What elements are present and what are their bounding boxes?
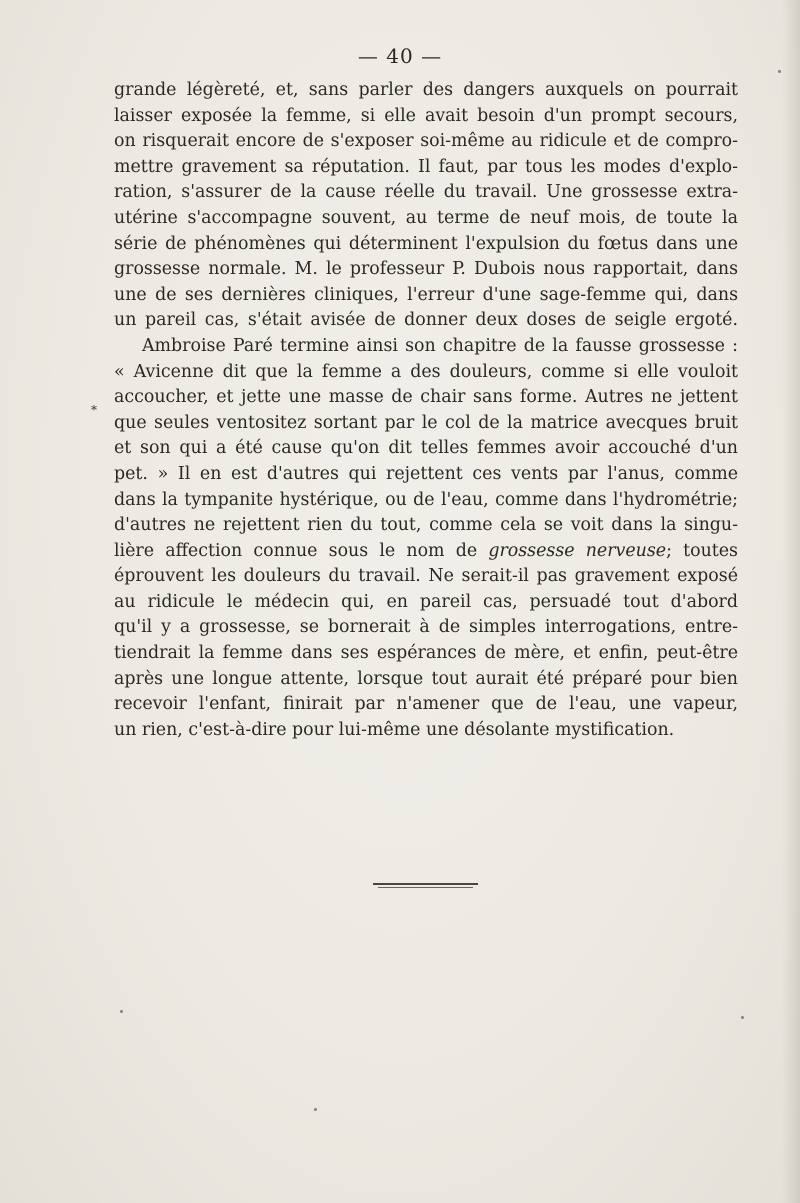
paper-speck	[741, 1016, 744, 1019]
italic-term: grossesse nerveuse	[488, 540, 667, 561]
end-rule	[373, 883, 478, 885]
text-line-with-italic: lière affection connue sous le nom de grossesse nerveuse; toutes	[114, 540, 738, 561]
body-text	[114, 78, 738, 743]
end-rule-thin	[378, 887, 473, 888]
text-line: et son qui a été cause qu'on dit telles femmes avoir accouché d'un	[114, 438, 738, 459]
text-line: Ambroise Paré termine ainsi son chapitre de la fausse grossesse :	[142, 335, 738, 356]
text-line: utérine s'accompagne souvent, au terme de neuf mois, de toute la	[114, 207, 738, 228]
text-line: qu'il y a grossesse, se bornerait à de simples interrogations, entre-	[114, 617, 738, 638]
page-edge-shadow	[782, 0, 800, 1203]
text-line: tiendrait la femme dans ses espérances de mère, et enfin, peut-être	[114, 643, 738, 664]
margin-mark: *	[91, 403, 97, 417]
text-line: un rien, c'est-à-dire pour lui-même une désolante mystification.	[114, 719, 675, 740]
paper-speck	[778, 70, 781, 73]
text-line: que seules ventositez sortant par le col de la matrice avecques bruit	[114, 412, 738, 433]
text-line: recevoir l'enfant, finirait par n'amener que de l'eau, une vapeur,	[114, 694, 738, 715]
text-line: ration, s'assurer de la cause réelle du travail. Une grossesse extra-	[114, 182, 738, 203]
text-line: on risquerait encore de s'exposer soi-même au ridicule et de compro-	[114, 131, 738, 152]
text-line: éprouvent les douleurs du travail. Ne serait-il pas gravement exposé	[114, 566, 738, 587]
text-line: d'autres ne rejettent rien du tout, comme cela se voit dans la singu-	[114, 515, 738, 536]
text-line: pet. » Il en est d'autres qui rejettent ces vents par l'anus, comme	[114, 463, 738, 484]
text-line: accoucher, et jette une masse de chair sans forme. Autres ne jettent	[114, 387, 738, 408]
text-line: après une longue attente, lorsque tout aurait été préparé pour bien	[114, 668, 738, 689]
text-line: un pareil cas, s'était avisée de donner deux doses de seigle ergoté.	[114, 310, 738, 331]
paper-speck	[314, 1108, 317, 1111]
text-line: mettre gravement sa réputation. Il faut, par tous les modes d'explo-	[114, 156, 738, 177]
page-number: — 40 —	[357, 44, 443, 68]
text-line: dans la tympanite hystérique, ou de l'eau, comme dans l'hydrométrie;	[114, 489, 738, 510]
text-line: série de phénomènes qui déterminent l'expulsion du fœtus dans une	[114, 233, 738, 254]
text-line: une de ses dernières cliniques, l'erreur d'une sage-femme qui, dans	[114, 284, 738, 305]
text-line: grande légèreté, et, sans parler des dangers auxquels on pourrait	[114, 80, 738, 100]
text-line: grossesse normale. M. le professeur P. Dubois nous rapportait, dans	[114, 259, 738, 280]
text-line: laisser exposée la femme, si elle avait besoin d'un prompt secours,	[114, 105, 738, 126]
paper-speck	[120, 1010, 123, 1013]
text-line: au ridicule le médecin qui, en pareil cas, persuadé tout d'abord	[114, 591, 738, 612]
text-line: « Avicenne dit que la femme a des douleurs, comme si elle vouloit	[114, 361, 738, 382]
